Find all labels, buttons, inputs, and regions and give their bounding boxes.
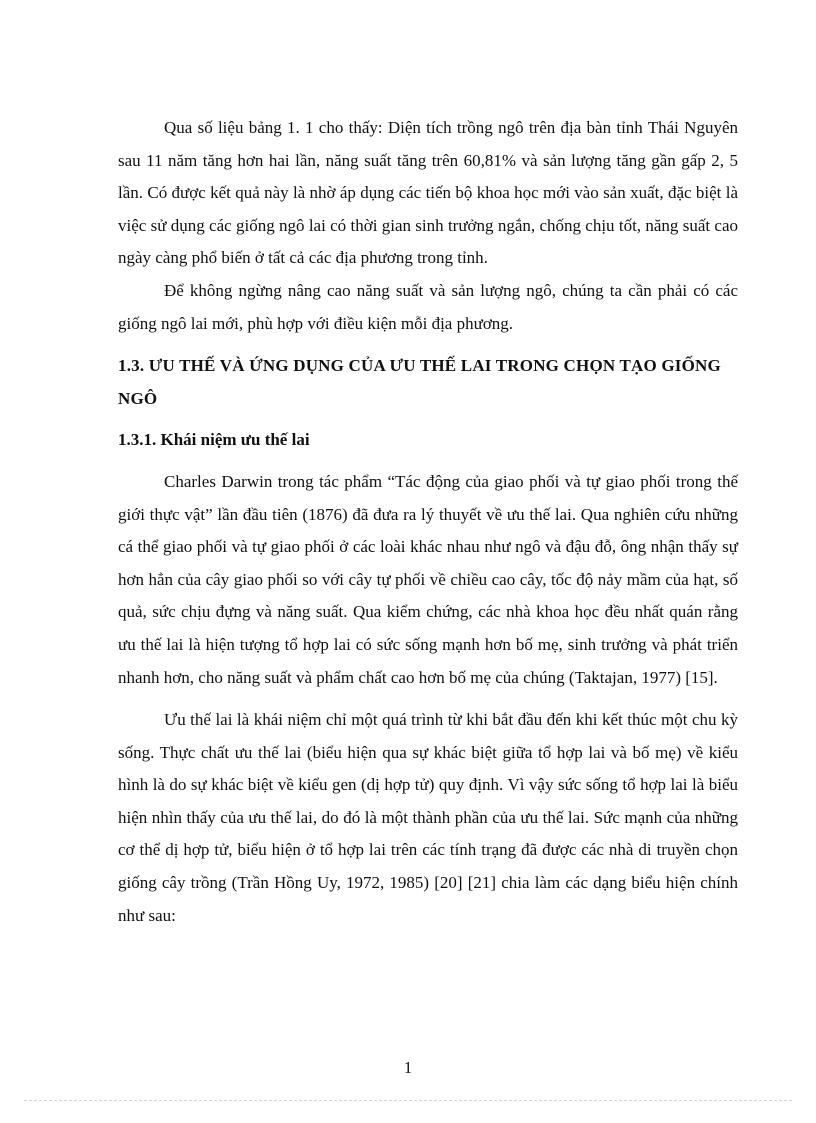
paragraph-heterosis-concept: Ưu thế lai là khái niệm chỉ một quá trình từ khi bắt đầu đến khi kết thúc một chu kỳ sống. Thực chất ưu thế lai (biểu hiện qua sự khác biệt giữa tổ hợp lai và bố mẹ) về kiểu hình là do sự khác biệt về kiểu gen (dị hợp tử) quy định. Vì vậy sức sống tổ hợp lai là biểu hiện nhìn thấy của ưu thế lai, do đó là một thành phần của ưu thế lai. Sức mạnh của những cơ thể dị hợp tử, biểu hiện ở tổ hợp lai trên các tính trạng đã được các nhà di truyền chọn giống cây trồng (Trần Hồng Uy, 1972, 1985) [20] [21] chia làm các dạng biểu hiện chính như sau: [118,710,738,925]
paragraph-corn-statistics: Qua số liệu bảng 1. 1 cho thấy: Diện tích trồng ngô trên địa bàn tỉnh Thái Nguyên sau 11 năm tăng hơn hai lần, năng suất tăng trên 60,81% và sản lượng tăng gần gấp 2, 5 lần. Có được kết quả này là nhờ áp dụng các tiến bộ khoa học mới vào sản xuất, đặc biệt là việc sử dụng các giống ngô lai có thời gian sinh trưởng ngắn, chống chịu tốt, năng suất cao ngày càng phổ biến ở tất cả các địa phương trong tỉnh. [118,118,738,268]
subsection-heading: 1.3.1. Khái niệm ưu thế lai [118,430,310,450]
page-number: 1 [403,1058,413,1077]
paragraph-darwin: Charles Darwin trong tác phẩm “Tác động của giao phối và tự giao phối trong thế giới thực vật” lần đầu tiên (1876) đã đưa ra lý thuyết về ưu thế lai. Qua nghiên cứu những cá thể giao phối và tự giao phối ở các loài khác nhau như ngô và đậu đỗ, ông nhận thấy sự hơn hẳn của cây giao phối so với cây tự phối về chiều cao cây, tốc độ nảy mầm của hạt, số quả, sức chịu đựng và năng suất. Qua kiểm chứng, các nhà khoa học đều nhất quán rằng ưu thế lai là hiện tượng tổ hợp lai có sức sống mạnh hơn bố mẹ, sinh trưởng và phát triển nhanh hơn, cho năng suất và phẩm chất cao hơn bố mẹ của chúng (Taktajan, 1977) [15]. [118,471,738,687]
section-heading: 1.3. ƯU THẾ VÀ ỨNG DỤNG CỦA ƯU THẾ LAI TRONG CHỌN TẠO GIỐNG NGÔ [118,356,721,408]
page-body [118,112,738,932]
footer-divider [24,1100,792,1101]
paragraph-new-hybrids: Để không ngừng nâng cao năng suất và sản lượng ngô, chúng ta cần phải có các giống ngô lai mới, phù hợp với điều kiện mỗi địa phương. [118,280,738,333]
